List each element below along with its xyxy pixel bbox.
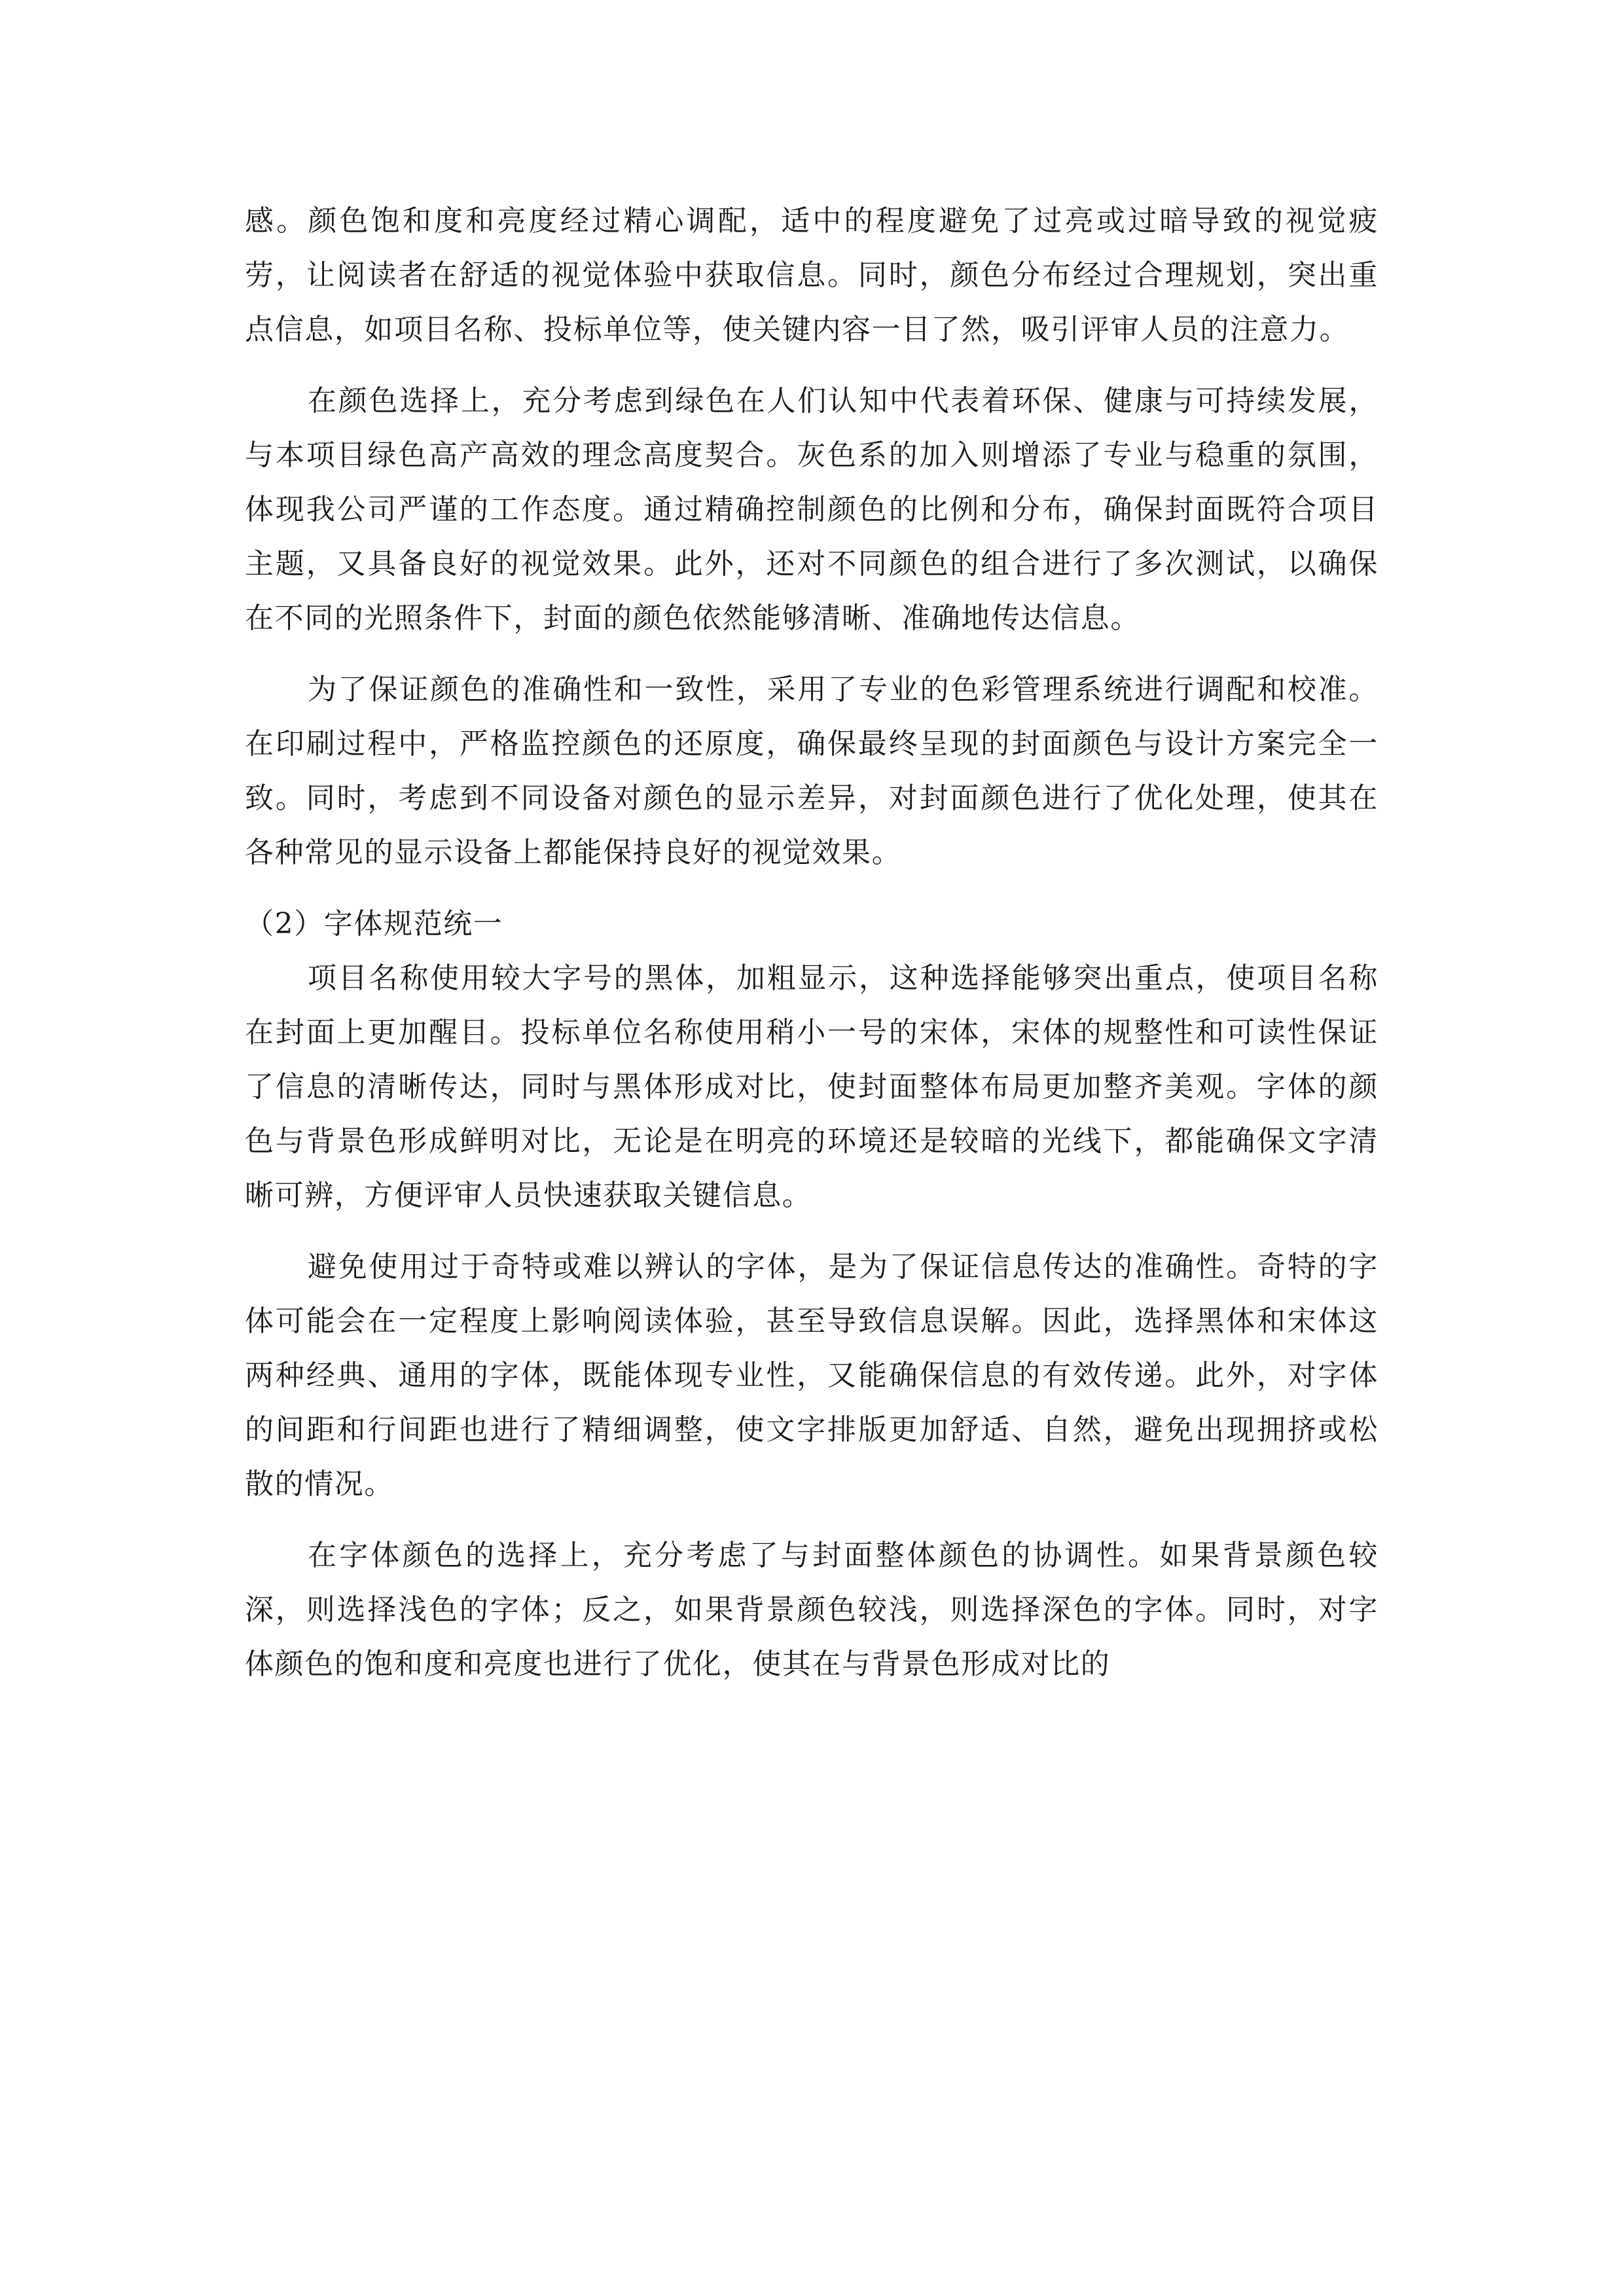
section-heading-font-standard: （2）字体规范统一 <box>245 907 503 941</box>
paragraph-font-avoid-odd: 避免使用过于奇特或难以辨认的字体，是为了保证信息传达的准确性。奇特的字体可能会在一定程度上影响阅读体验，甚至导致信息误解。因此，选择黑体和宋体这两种经典、通用的字体，既能体现专业性，又能确保信息的有效传递。此外，对字体的间距和行间距也进行了精细调整，使文字排版更加舒适、自然，避免出现拥挤或松散的情况。 <box>245 1250 1379 1501</box>
paragraph-color-saturation-continued: 感。颜色饱和度和亮度经过精心调配，适中的程度避免了过亮或过暗导致的视觉疲劳，让阅读者在舒适的视觉体验中获取信息。同时，颜色分布经过合理规划，突出重点信息，如项目名称、投标单位等，使关键内容一目了然，吸引评审人员的注意力。 <box>245 204 1379 346</box>
paragraph-color-accuracy: 为了保证颜色的准确性和一致性，采用了专业的色彩管理系统进行调配和校准。在印刷过程中，严格监控颜色的还原度，确保最终呈现的封面颜色与设计方案完全一致。同时，考虑到不同设备对颜色的显示差异，对封面颜色进行了优化处理，使其在各种常见的显示设备上都能保持良好的视觉效果。 <box>245 673 1379 869</box>
paragraph-color-selection: 在颜色选择上，充分考虑到绿色在人们认知中代表着环保、健康与可持续发展，与本项目绿色高产高效的理念高度契合。灰色系的加入则增添了专业与稳重的氛围，体现我公司严谨的工作态度。通过精确控制颜色的比例和分布，确保封面既符合项目主题，又具备良好的视觉效果。此外，还对不同颜色的组合进行了多次测试，以确保在不同的光照条件下，封面的颜色依然能够清晰、准确地传达信息。 <box>245 384 1379 635</box>
paragraph-font-color: 在字体颜色的选择上，充分考虑了与封面整体颜色的协调性。如果背景颜色较深，则选择浅色的字体；反之，如果背景颜色较浅，则选择深色的字体。同时，对字体颜色的饱和度和亮度也进行了优化，使其在与背景色形成对比的 <box>245 1539 1379 1681</box>
page-body <box>245 194 1379 1708</box>
paragraph-font-project-name: 项目名称使用较大字号的黑体，加粗显示，这种选择能够突出重点，使项目名称在封面上更加醒目。投标单位名称使用稍小一号的宋体，宋体的规整性和可读性保证了信息的清晰传达，同时与黑体形成对比，使封面整体布局更加整齐美观。字体的颜色与背景色形成鲜明对比，无论是在明亮的环境还是较暗的光线下，都能确保文字清晰可辨，方便评审人员快速获取关键信息。 <box>245 961 1379 1212</box>
